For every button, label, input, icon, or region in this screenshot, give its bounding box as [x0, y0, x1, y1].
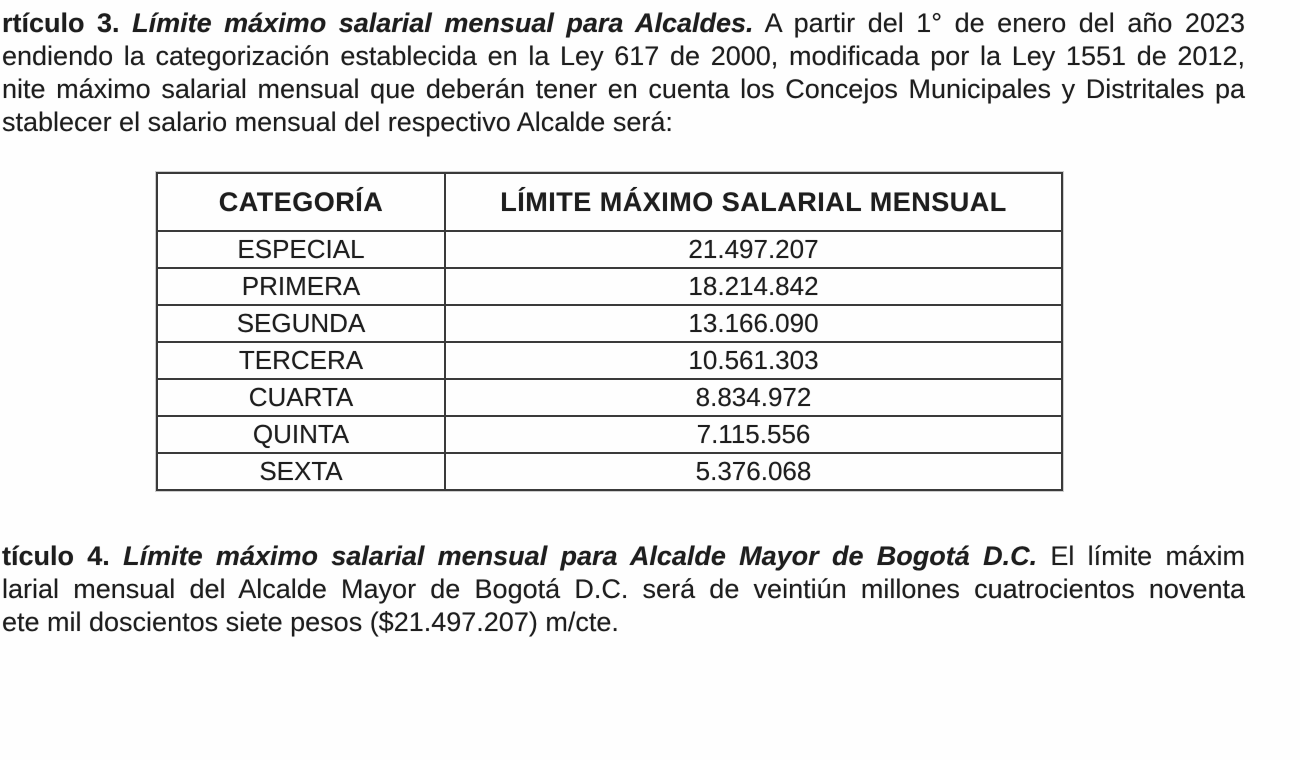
cell-limite: 5.376.068 [445, 453, 1062, 490]
cell-categoria: PRIMERA [157, 268, 445, 305]
article-3-line-1-text: A partir del 1° de enero del año 2023 [753, 8, 1245, 38]
cell-categoria: SEGUNDA [157, 305, 445, 342]
article-3-paragraph [2, 7, 1245, 139]
table-row [157, 231, 1062, 268]
cell-categoria: TERCERA [157, 342, 445, 379]
salary-limits-table [156, 172, 1063, 491]
cell-categoria: ESPECIAL [157, 231, 445, 268]
article-3-line-2: endiendo la categorización establecida en la Ley 617 de 2000, modificada por la Ley 1551 de 2012, [2, 41, 1245, 71]
cell-categoria: CUARTA [157, 379, 445, 416]
article-3-line-3: nite máximo salarial mensual que deberán tener en cuenta los Concejos Municipales y Distritales pa [2, 74, 1245, 104]
header-categoria: CATEGORÍA [157, 173, 445, 231]
article-4-line-2: larial mensual del Alcalde Mayor de Bogotá D.C. será de veintiún millones cuatrocientos noventa [2, 574, 1245, 604]
cell-limite: 13.166.090 [445, 305, 1062, 342]
cell-categoria: QUINTA [157, 416, 445, 453]
article-4-title: Límite máximo salarial mensual para Alcalde Mayor de Bogotá D.C. [123, 541, 1038, 571]
article-3-line-4: stablecer el salario mensual del respectivo Alcalde será: [2, 107, 673, 137]
article-4-line-1-text: El límite máxim [1037, 541, 1245, 571]
article-3-heading: rtículo 3. [2, 8, 133, 38]
cell-limite: 21.497.207 [445, 231, 1062, 268]
cell-limite: 7.115.556 [445, 416, 1062, 453]
cell-categoria: SEXTA [157, 453, 445, 490]
table-header-row [157, 173, 1062, 231]
table-row [157, 416, 1062, 453]
table-row [157, 453, 1062, 490]
article-3-title: Límite máximo salarial mensual para Alcaldes. [132, 8, 754, 38]
article-4-heading: tículo 4. [2, 541, 124, 571]
article-4-line-1 [2, 540, 1245, 573]
cell-limite: 8.834.972 [445, 379, 1062, 416]
article-4-line-3: ete mil doscientos siete pesos ($21.497.207) m/cte. [2, 607, 619, 637]
table-row [157, 342, 1062, 379]
cell-limite: 10.561.303 [445, 342, 1062, 379]
article-3-line-1 [2, 7, 1245, 40]
header-limite: LÍMITE MÁXIMO SALARIAL MENSUAL [445, 173, 1062, 231]
table-row [157, 379, 1062, 416]
table-row [157, 268, 1062, 305]
cell-limite: 18.214.842 [445, 268, 1062, 305]
article-4-paragraph [2, 540, 1245, 639]
table-row [157, 305, 1062, 342]
